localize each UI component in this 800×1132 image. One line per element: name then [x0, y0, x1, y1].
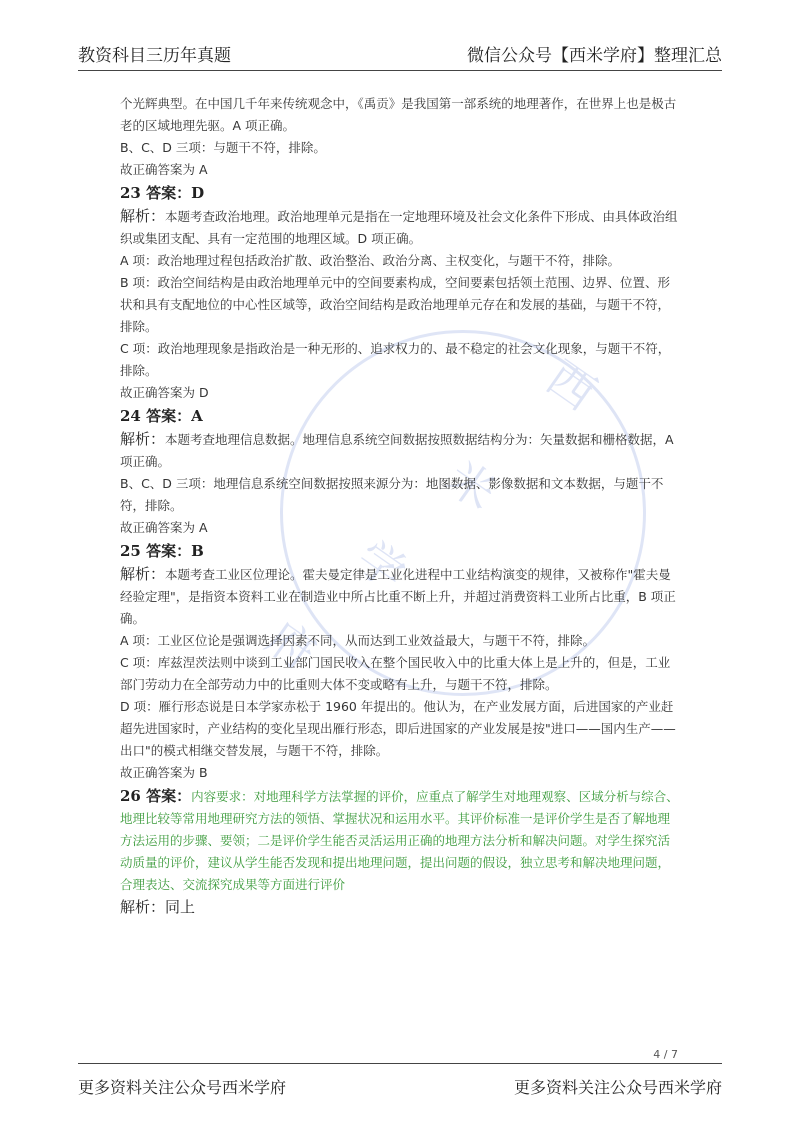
q26-answer: 26 答案：	[120, 787, 192, 805]
watermark-char: 学	[346, 530, 416, 601]
q23-option-a: A 项：政治地理过程包括政治扩散、政治整治、政治分离、主权变化，与题干不符，排除。	[120, 253, 621, 268]
q25-analysis: 解析：本题考查工业区位理论。霍夫曼定律是工业化进程中工业结构演变的规律，又被称作"霍夫曼经验定理"，是指资本资料工业在制造业中所占比重不断上升，并超过消费资料工业所占比重，B 项正确。	[120, 565, 676, 626]
q26-analysis: 解析：同上	[120, 898, 196, 916]
q25-answer: 25 答案：B	[120, 542, 204, 560]
header-right-title: 微信公众号【西米学府】整理汇总	[467, 46, 722, 66]
q24-analysis: 解析：本题考查地理信息数据。地理信息系统空间数据按照数据结构分为：矢量数据和栅格数据，A 项正确。	[120, 430, 674, 469]
q24-option-bcd: B、C、D 三项：地理信息系统空间数据按照来源分为：地图数据、影像数据和文本数据，与题干不符，排除。	[120, 476, 664, 513]
continuation-bcd: B、C、D 三项：与题干不符，排除。	[120, 140, 326, 155]
q23-option-b: B 项：政治空间结构是由政治地理单元中的空间要素构成，空间要素包括领土范围、边界、位置、形状和具有支配地位的中心性区域等，政治空间结构是政治地理单元存在和发展的基础，与题干不符，排除。	[120, 275, 671, 334]
q24-conclusion: 故正确答案为 A	[120, 520, 208, 535]
answer-content	[120, 93, 680, 918]
watermark-char: 府	[256, 610, 326, 681]
watermark-char: 西	[536, 350, 606, 421]
watermark-char: 米	[436, 450, 506, 521]
footer-right: 更多资料关注公众号西米学府	[513, 1078, 722, 1097]
footer-left: 更多资料关注公众号西米学府	[78, 1078, 287, 1097]
q23-answer: 23 答案：D	[120, 184, 205, 202]
q25-option-a: A 项：工业区位论是强调选择因素不同，从而达到工业效益最大，与题干不符，排除。	[120, 633, 596, 648]
analysis-label: 解析：	[120, 565, 166, 583]
header-left-title: 教资科目三历年真题	[78, 46, 231, 66]
page-number: 4 / 7	[653, 1048, 678, 1061]
page-header	[78, 36, 722, 71]
q25-conclusion: 故正确答案为 B	[120, 765, 208, 780]
q24-answer: 24 答案：A	[120, 407, 203, 425]
q23-conclusion: 故正确答案为 D	[120, 385, 209, 400]
q25-option-c: C 项：库兹涅茨法则中谈到工业部门国民收入在整个国民收入中的比重大体上是上升的，但是，工业部门劳动力在全部劳动力中的比重则大体不变或略有上升，与题干不符，排除。	[120, 655, 671, 692]
continuation-text: 个光辉典型。在中国几千年来传统观念中，《禹贡》是我国第一部系统的地理著作，在世界上也是极古老的区域地理先驱。A 项正确。	[120, 96, 677, 133]
continuation-conclusion: 故正确答案为 A	[120, 162, 208, 177]
q23-analysis: 解析：本题考查政治地理。政治地理单元是指在一定地理环境及社会文化条件下形成、由具体政治组织或集团支配、具有一定范围的地理区域。D 项正确。	[120, 207, 678, 246]
analysis-label: 解析：	[120, 207, 166, 225]
q23-option-c: C 项：政治地理现象是指政治是一种无形的、追求权力的、最不稳定的社会文化现象，与题干不符，排除。	[120, 341, 671, 378]
q26-content: 内容要求：对地理科学方法掌握的评价，应重点了解学生对地理观察、区域分析与综合、地理比较等常用地理研究方法的领悟、掌握状况和运用水平。其评价标准一是评价学生是否了解地理方法运用的步骤、要领；二是评价学生能否灵活运用正确的地理方法分析和解决问题。对学生探究活动质量的评价，建议从学生能否发现和提出地理问题，提出问题的假设，独立思考和解决地理问题，合理表达、交流探究成果等方面进行评价	[120, 789, 679, 892]
page-footer	[78, 1063, 722, 1098]
q26-block	[120, 784, 680, 896]
q25-option-d: D 项：雁行形态说是日本学家赤松于 1960 年提出的。他认为，在产业发展方面，后进国家的产业赶超先进国家时，产业结构的变化呈现出雁行形态，即后进国家的产业发展是按"进口——国内生产——出口"的模式相继交替发展，与题干不符，排除。	[120, 699, 676, 758]
analysis-label: 解析：	[120, 430, 166, 448]
